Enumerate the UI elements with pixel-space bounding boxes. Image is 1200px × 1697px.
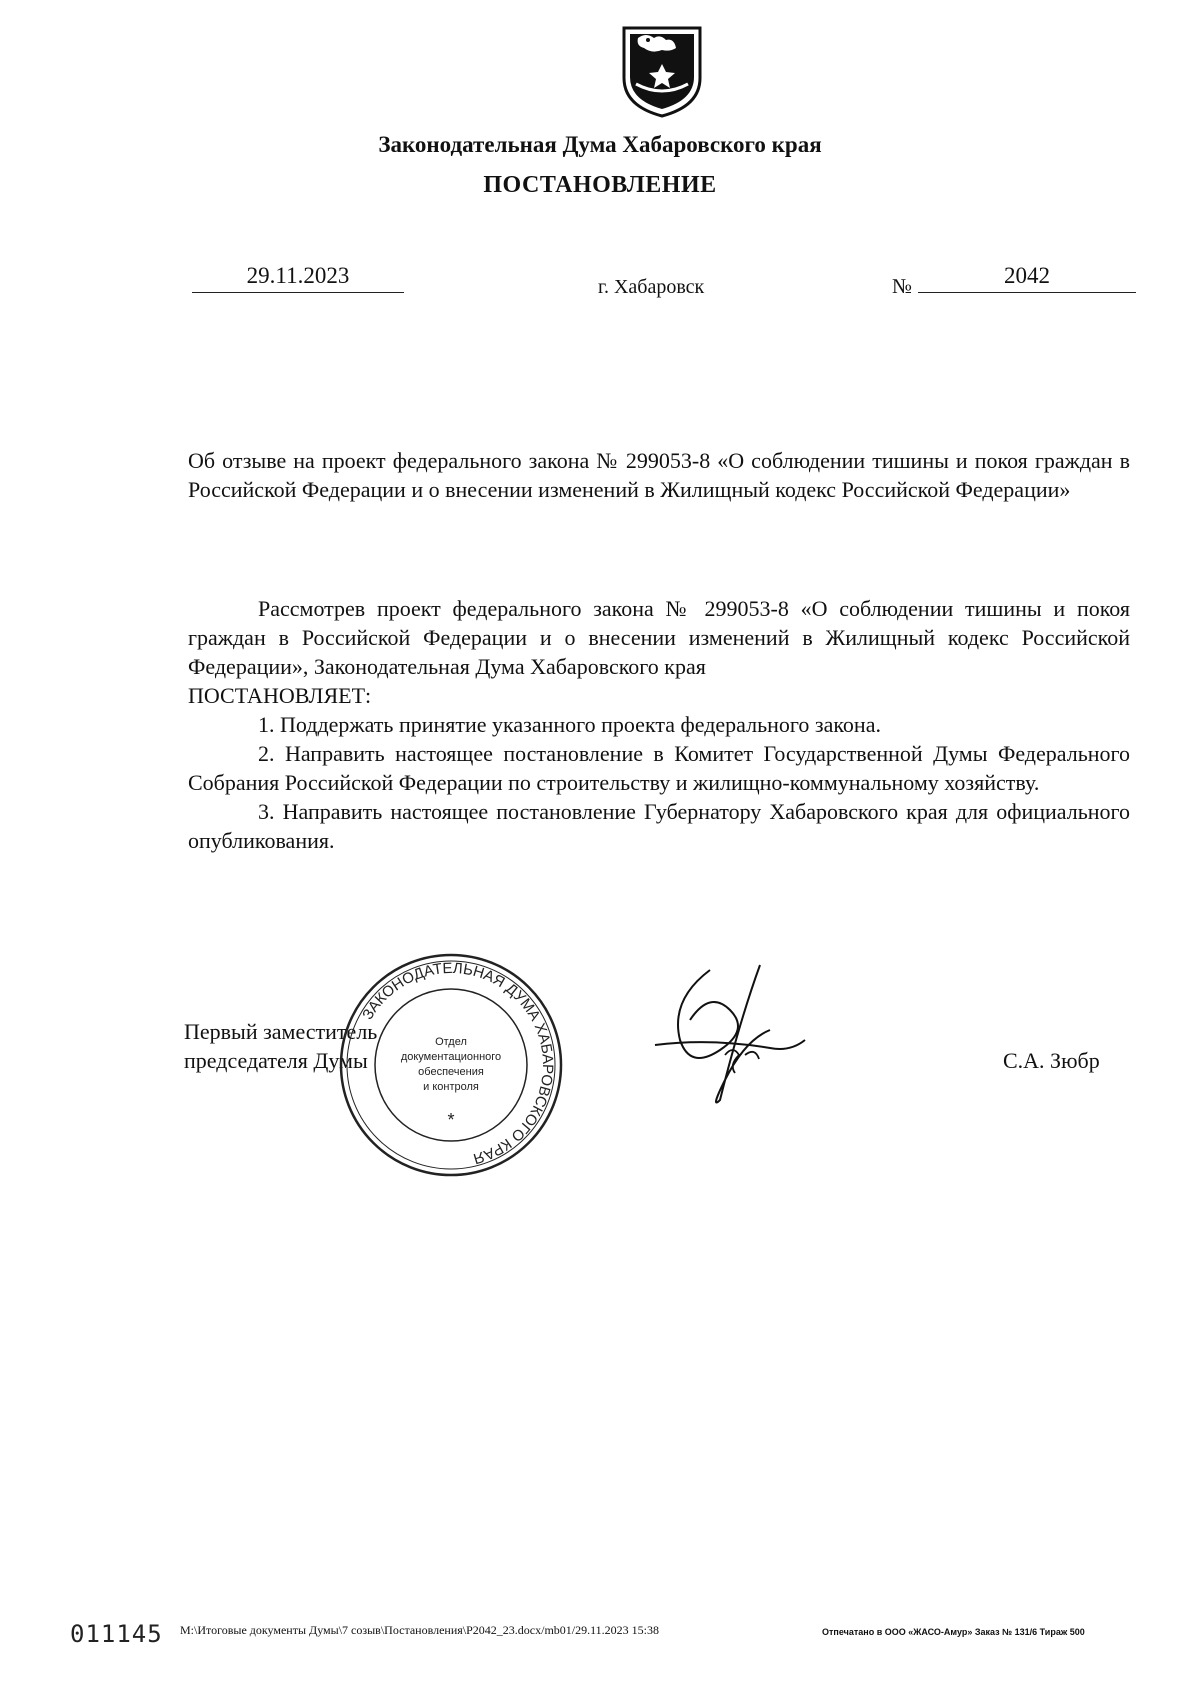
document-date: 29.11.2023 <box>192 262 404 293</box>
handwritten-signature <box>650 960 810 1110</box>
official-stamp <box>336 950 566 1180</box>
organization-title: Законодательная Дума Хабаровского края <box>378 132 822 157</box>
document-number: 2042 <box>918 262 1136 293</box>
body-intro: Рассмотрев проект федерального закона № 299053-8 «О соблюдении тишины и покоя граждан в Российской Федерации и о внесении изменений в Жилищный кодекс Российской Федерации», Законодательная Дума Хабаровского края <box>188 596 1130 679</box>
signatory-position-line1: Первый заместитель <box>184 1019 378 1044</box>
document-serial-number: 011145 <box>70 1620 163 1648</box>
stamp-center-line2: документационного <box>400 1051 502 1063</box>
number-sign-label: № <box>892 274 913 298</box>
stamp-center-line3: обеспечения <box>418 1066 484 1078</box>
footer-print-info: Отпечатано в ООО «ЖАСО-Амур» Заказ № 131/6 Тираж 500 <box>822 1627 1085 1637</box>
stamp-ring-text: ЗАКОНОДАТЕЛЬНАЯ ДУМА ХАБАРОВСКОГО КРАЯ <box>359 959 557 1168</box>
stamp-center-line1: Отдел <box>435 1036 467 1048</box>
document-body <box>188 594 1130 855</box>
document-subject: Об отзыве на проект федерального закона № 299053-8 «О соблюдении тишины и покоя граждан в Российской Федерации и о внесении изменений в Жилищный кодекс Российской Федерации» <box>188 448 1130 502</box>
stamp-center-line4: и контроля <box>423 1081 479 1093</box>
stamp-star: * <box>447 1110 455 1130</box>
body-item-2: 2. Направить настоящее постановление в Комитет Государственной Думы Федерального Собрания Российской Федерации по строительству и жилищно-коммунальному хозяйству. <box>188 741 1130 795</box>
signatory-name: С.А. Зюбр <box>1003 1048 1100 1073</box>
footer-file-path: M:\Итоговые документы Думы\7 созыв\Постановления\P2042_23.docx/mb01/29.11.2023 15:38 <box>180 1623 660 1637</box>
coat-of-arms-emblem <box>618 20 706 120</box>
signatory-position-line2: председателя Думы <box>184 1048 368 1073</box>
document-city: г. Хабаровск <box>598 276 705 298</box>
body-item-1: 1. Поддержать принятие указанного проекта федерального закона. <box>258 712 881 737</box>
body-item-3: 3. Направить настоящее постановление Губернатору Хабаровского края для официального опубликования. <box>188 799 1130 853</box>
body-resolves: ПОСТАНОВЛЯЕТ: <box>188 683 372 708</box>
document-type-title: ПОСТАНОВЛЕНИЕ <box>483 172 717 198</box>
